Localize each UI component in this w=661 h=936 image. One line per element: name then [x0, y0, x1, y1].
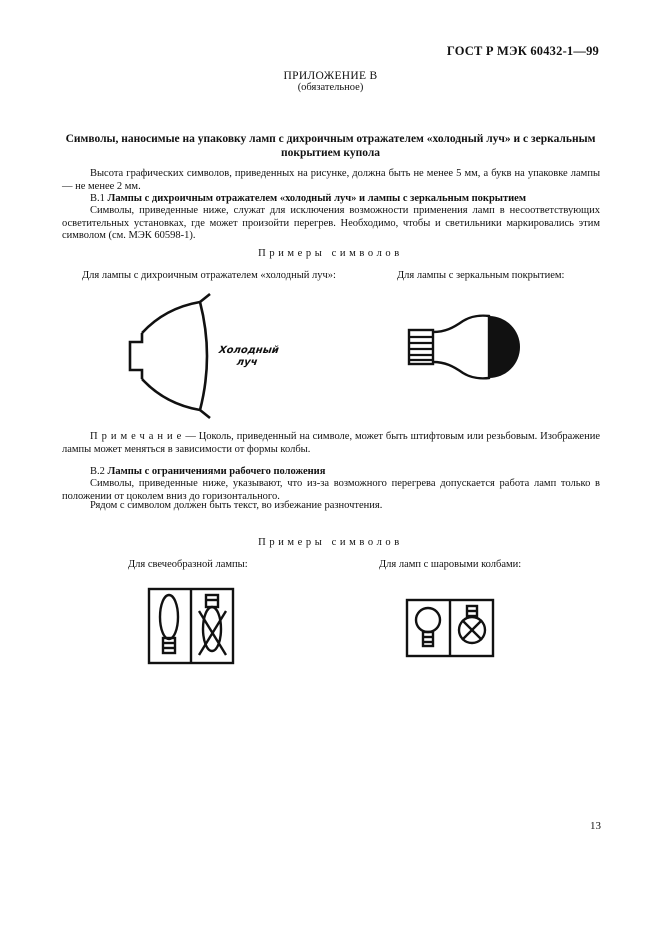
annex-title: ПРИЛОЖЕНИЕ В — [283, 70, 378, 82]
section-title: Символы, наносимые на упаковку ламп с дихроичным отражателем «холодный луч» и с зеркальным покрытием купола — [65, 133, 596, 159]
round-bulb-position-icon — [405, 598, 495, 658]
caption-dichroic: Для лампы с дихроичным отражателем «холодный луч»: — [82, 270, 336, 281]
b2-heading-line — [62, 466, 600, 479]
mirror-coated-lamp-icon — [405, 315, 525, 385]
b1-number: В.1 — [90, 193, 105, 204]
b2-number: В.2 — [90, 466, 105, 477]
b1-heading: Лампы с дихроичным отражателем «холодный луч» и лампы с зеркальным покрытием — [107, 193, 526, 204]
page-number: 13 — [590, 820, 601, 832]
dichroic-reflector-icon — [110, 290, 310, 430]
b2-paragraph-1: Символы, приведенные ниже, указывают, что из-за возможного перегрева допускается работа ламп только в положении от цоколем вниз до горизонтального. — [62, 478, 600, 502]
b1-heading-line — [62, 193, 600, 206]
intro-paragraph: Высота графических символов, приведенных на рисунке, должна быть не менее 5 мм, а букв на упаковке лампы — не менее 2 мм. — [62, 168, 600, 192]
caption-mirror: Для лампы с зеркальным покрытием: — [397, 270, 565, 281]
candle-lamp-position-icon — [147, 587, 237, 667]
standard-header: ГОСТ Р МЭК 60432-1—99 — [446, 44, 599, 58]
b2-heading: Лампы с ограничениями рабочего положения — [107, 466, 326, 477]
note-paragraph — [62, 431, 600, 456]
caption-candle: Для свечеобразной лампы: — [128, 559, 248, 570]
caption-round: Для ламп с шаровыми колбами: — [379, 559, 522, 570]
note-label: Примечание — [90, 431, 186, 442]
cold-beam-label-line2: луч — [236, 357, 259, 368]
examples-heading-1: Примеры символов — [258, 248, 403, 259]
note-text: — Цоколь, приведенный на символе, может быть штифтовым или резьбовым. Изображение лампы может меняться в зависимости от формы колбы. — [62, 431, 600, 455]
annex-subtitle: (обязательное) — [297, 82, 364, 93]
cold-beam-label — [216, 345, 279, 369]
b2-paragraph-2: Рядом с символом должен быть текст, во избежание разночтения. — [90, 500, 383, 511]
cold-beam-label-line1: Холодный — [218, 345, 280, 356]
examples-heading-2: Примеры символов — [258, 537, 403, 548]
b1-paragraph: Символы, приведенные ниже, служат для исключения возможности применения ламп в несоответствующих осветительных установках, где может произойти перегрев. Необходимо, чтобы и светильники маркировались этим символом (см. МЭК 60598-1). — [62, 205, 600, 241]
